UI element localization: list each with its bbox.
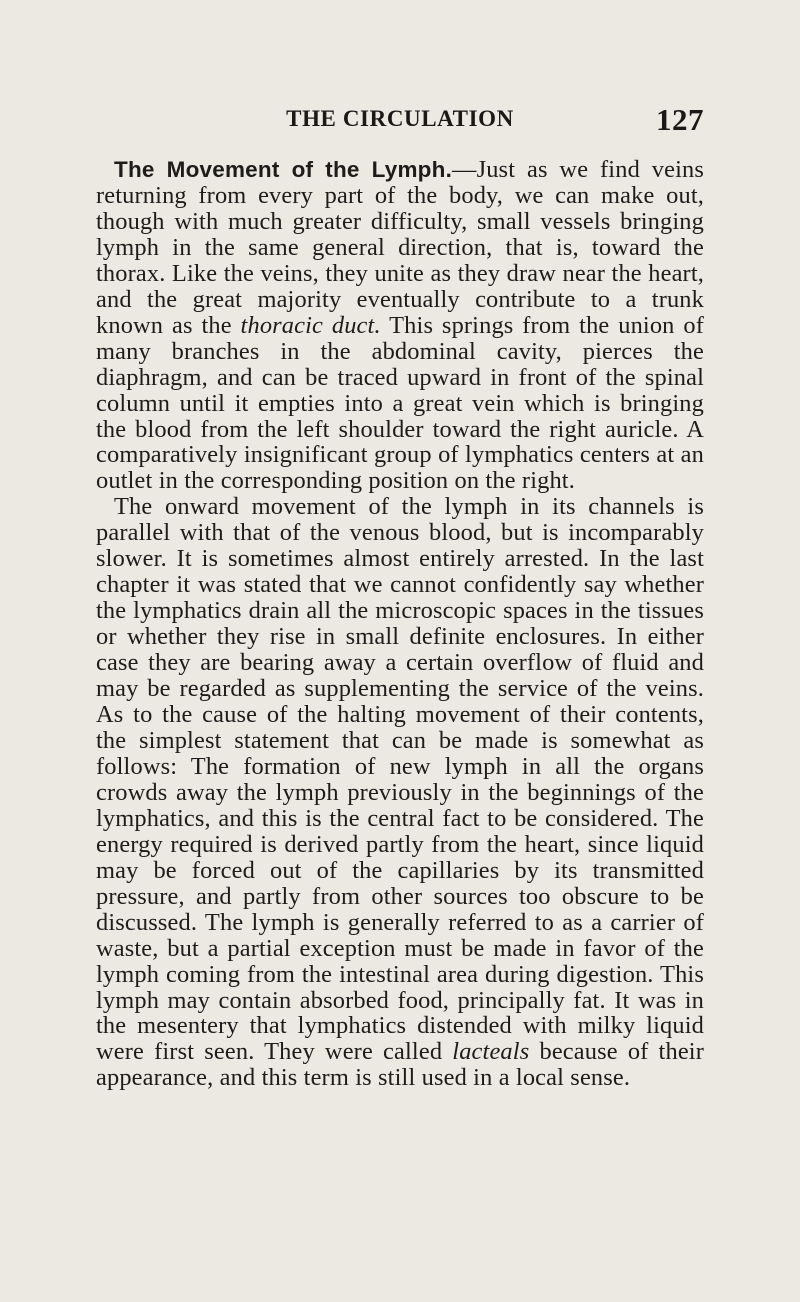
page-header xyxy=(96,102,704,142)
italic-term-lacteals: lacteals xyxy=(452,1038,530,1066)
running-head: THE CIRCULATION xyxy=(286,106,514,131)
section-heading: The Movement of the Lymph. xyxy=(114,157,453,182)
body-text xyxy=(96,157,704,1091)
paragraph-text: —Just as we find veins returning from every part of the body, we can make out, though with much greater difficulty, small vessels bringing lymph in the same general direction, that is, toward the thorax. Like the veins, they unite as they draw near the heart, and the great majority eventually contribute to a trunk known as the xyxy=(96,156,704,339)
italic-term-thoracic-duct: thoracic duct. xyxy=(240,311,381,339)
paragraph-text: because of their appearance, and this term is still used in a local sense. xyxy=(96,1038,704,1092)
paragraph-onward-movement xyxy=(96,494,704,1091)
paragraph-text: This springs from the union of many branches in the abdominal cavity, pierces the diaphragm, and can be traced upward in front of the spinal column until it empties into a great vein which is bringing the blood from the left shoulder toward the right auricle. A comparatively insignificant group of lymphatics centers at an outlet in the corresponding position on the right. xyxy=(96,311,704,495)
page-number: 127 xyxy=(656,102,704,137)
paragraph-text: The onward movement of the lymph in its channels is parallel with that of the venous blood, but is incomparably slower. It is sometimes almost entirely arrested. In the last chapter it was stated that we cannot confidently say whether the lymphatics drain all the microscopic spaces in the tissues or whether they rise in small definite enclosures. In either case they are bearing away a certain overflow of fluid and may be regarded as supplementing the service of the veins. As to the cause of the halting movement of their contents, the simplest statement that can be made is somewhat as follows: The formation of new lymph in all the organs crowds away the lymph previously in the beginnings of the lymphatics, and this is the central fact to be considered. The energy required is derived partly from the heart, since liquid may be forced out of the capillaries by its transmitted pressure, and partly from other sources too obscure to be discussed. The lymph is generally referred to as a carrier of waste, but a partial exception must be made in favor of the lymph coming from the intestinal area during digestion. This lymph may contain absorbed food, principally fat. It was in the mesentery that lymphatics distended with milky liquid were first seen. They were called xyxy=(96,493,704,1066)
paragraph-lymph-movement xyxy=(96,157,704,494)
